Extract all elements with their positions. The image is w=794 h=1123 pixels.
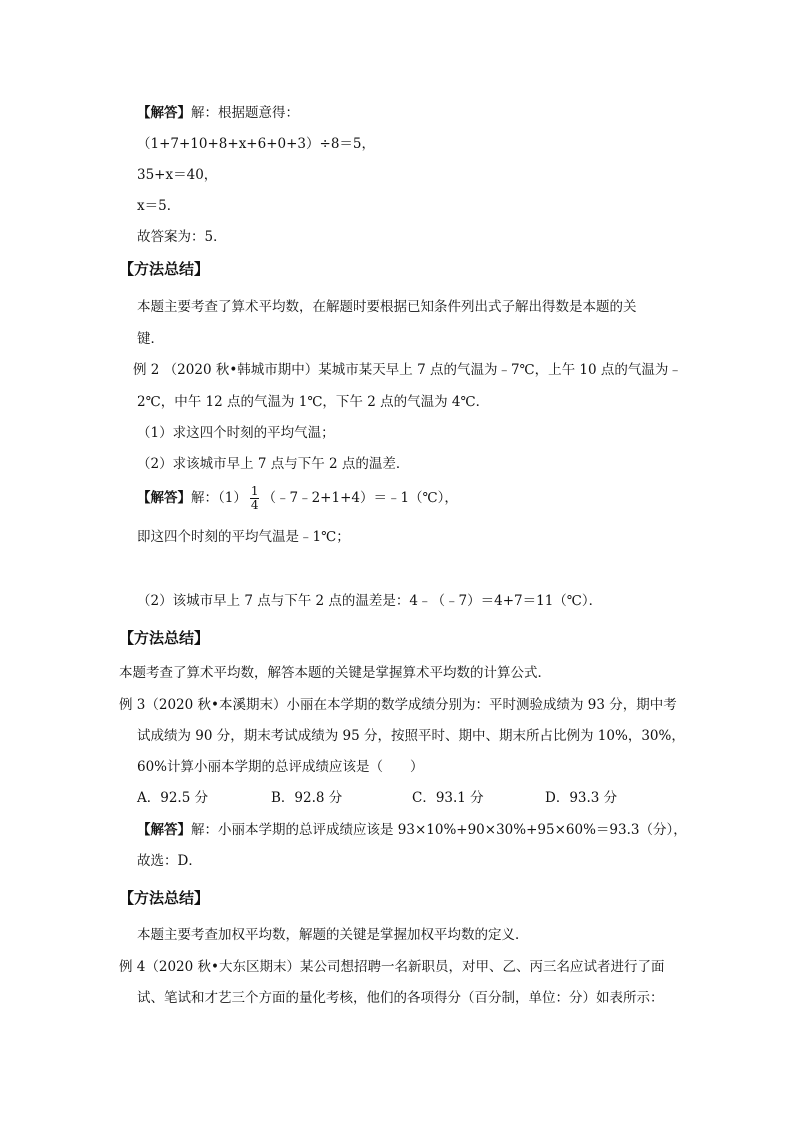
equation-line: x＝5． xyxy=(137,198,181,214)
option-a: A．92.5 分 xyxy=(137,790,209,806)
example-text: 试成绩为 90 分，期末考试成绩为 95 分，按照平时、期中、期末所占比例为 10%，30%， xyxy=(137,728,685,744)
answer-line xyxy=(137,104,299,122)
answer-text: 解：根据题意得： xyxy=(191,105,299,121)
summary-text: 本题主要考查加权平均数，解题的关键是掌握加权平均数的定义． xyxy=(137,927,529,943)
question-text: （2）求该城市早上 7 点与下午 2 点的温差． xyxy=(137,456,410,472)
section-heading: 【方法总结】 xyxy=(119,629,210,647)
answer-text: 即这四个时刻的平均气温是﹣1℃； xyxy=(137,529,350,545)
example-text: 例 3（2020 秋•本溪期末）小丽在本学期的数学成绩分别为：平时测验成绩为 93 分，期中考 xyxy=(119,697,677,713)
example-text: 60%计算小丽本学期的总评成绩应该是（ ） xyxy=(137,759,424,775)
answer-text: 解：小丽本学期的总评成绩应该是 93×10%+90×30%+95×60%＝93.3（分）， xyxy=(191,822,687,838)
example-text: 试、笔试和才艺三个方面的量化考核，他们的各项得分（百分制，单位：分）如表所示： xyxy=(137,990,664,1006)
option-d: D．93.3 分 xyxy=(545,790,618,806)
section-heading: 【方法总结】 xyxy=(119,889,210,907)
example-text: 2℃，中午 12 点的气温为 1℃，下午 2 点的气温为 4℃． xyxy=(137,394,490,410)
option-c: C．93.1 分 xyxy=(412,790,484,806)
summary-text: 键． xyxy=(137,331,164,347)
answer-line xyxy=(137,821,687,839)
answer-text: （2）该城市早上 7 点与下午 2 点的温差是：4﹣（﹣7）＝4+7＝11（℃）． xyxy=(137,593,603,609)
conclusion-line: 故答案为：5． xyxy=(137,229,227,245)
fraction xyxy=(250,485,260,512)
summary-text: 本题考查了算术平均数，解答本题的关键是掌握算术平均数的计算公式． xyxy=(119,665,551,681)
equation-line: （1+7+10+8+x+6+0+3）÷8＝5， xyxy=(137,136,375,152)
question-text: （1）求这四个时刻的平均气温； xyxy=(137,425,335,441)
equation-line: 35+x＝40， xyxy=(137,167,218,183)
answer-label: 【解答】 xyxy=(137,105,191,121)
summary-text: 本题主要考查了算术平均数，在解题时要根据已知条件列出式子解出得数是本题的关 xyxy=(137,299,637,315)
section-heading: 【方法总结】 xyxy=(119,260,210,278)
fraction-denominator: 4 xyxy=(250,498,259,512)
answer-label: 【解答】 xyxy=(137,822,191,838)
answer-text: 解：（1） xyxy=(191,490,247,506)
answer-line xyxy=(137,484,458,512)
option-b: B．92.8 分 xyxy=(271,790,343,806)
answer-label: 【解答】 xyxy=(137,490,191,506)
answer-text: （﹣7﹣2+1+4）＝﹣1（℃）， xyxy=(262,490,458,506)
fraction-numerator: 1 xyxy=(250,484,259,498)
answer-choice: 故选：D． xyxy=(137,853,202,869)
example-text: 例 2 （2020 秋•韩城市期中）某城市某天早上 7 点的气温为﹣7℃，上午 10 点的气温为﹣ xyxy=(133,362,682,378)
example-text: 例 4（2020 秋•大东区期末）某公司想招聘一名新职员，对甲、乙、丙三名应试者进行了面 xyxy=(119,959,665,975)
